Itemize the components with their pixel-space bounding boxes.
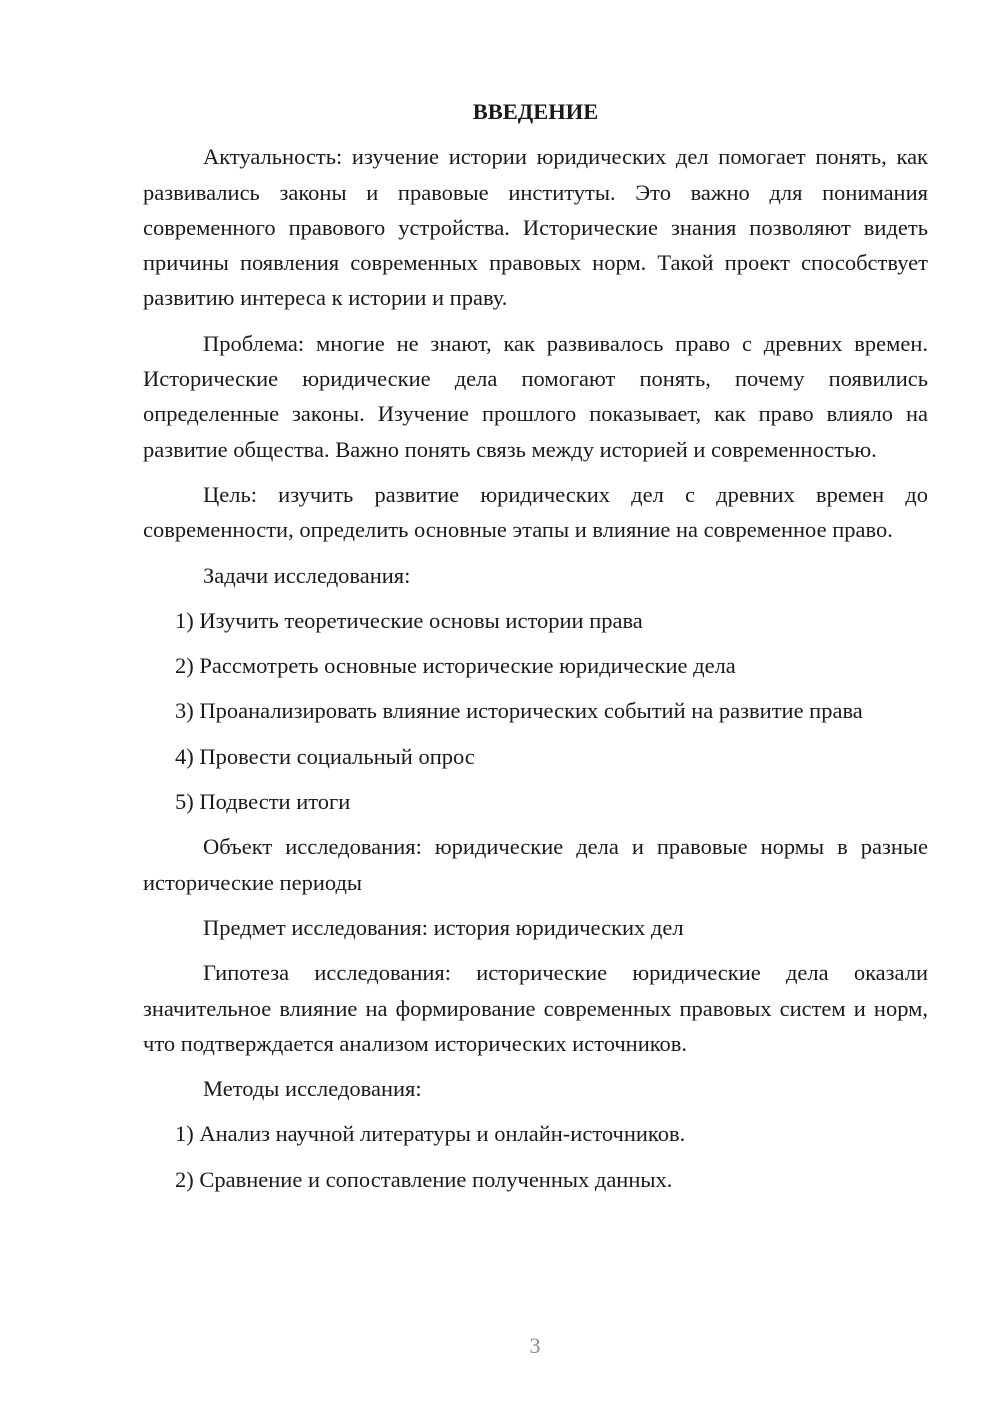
task-item: 3) Проанализировать влияние исторических событий на развитие права <box>175 698 863 724</box>
task-item: 2) Рассмотреть основные исторические юридические дела <box>175 653 736 679</box>
paragraph-problem: Проблема: многие не знают, как развивалось право с древних времен. Исторические юридические дела помогают понять, почему появились определенные законы. Изучение прошлого показывает, как право влияло на развитие общества. Важно понять связь между историей и современностью. <box>143 330 928 462</box>
paragraph-goal: Цель: изучить развитие юридических дел с древних времен до современности, определить основные этапы и влияние на современное право. <box>143 481 928 543</box>
task-item: 4) Провести социальный опрос <box>175 743 475 769</box>
tasks-heading: Задачи исследования: <box>203 562 411 588</box>
paragraph-relevance: Актуальность: изучение истории юридических дел помогает понять, как развивались законы и правовые институты. Это важно для понимания современного правового устройства. Исторические знания позволяют видеть причины появления современных правовых норм. Такой проект способствует развитию интереса к истории и праву. <box>143 144 928 311</box>
task-item: 1) Изучить теоретические основы истории права <box>175 607 643 633</box>
method-item: 2) Сравнение и сопоставление полученных данных. <box>175 1166 673 1192</box>
paragraph-hypothesis: Гипотеза исследования: исторические юридические дела оказали значительное влияние на формирование современных правовых систем и норм, что подтверждается анализом исторических источников. <box>143 960 928 1056</box>
methods-heading: Методы исследования: <box>203 1076 422 1102</box>
task-item: 5) Подвести итоги <box>175 789 351 815</box>
page-number: 3 <box>529 1333 541 1358</box>
method-item: 1) Анализ научной литературы и онлайн-источников. <box>175 1121 686 1147</box>
page-title: ВВЕДЕНИЕ <box>472 99 599 124</box>
paragraph-object: Объект исследования: юридические дела и правовые нормы в разные исторические периоды <box>143 834 928 895</box>
paragraph-subject: Предмет исследования: история юридических дел <box>203 914 684 940</box>
page-content <box>143 94 928 1207</box>
